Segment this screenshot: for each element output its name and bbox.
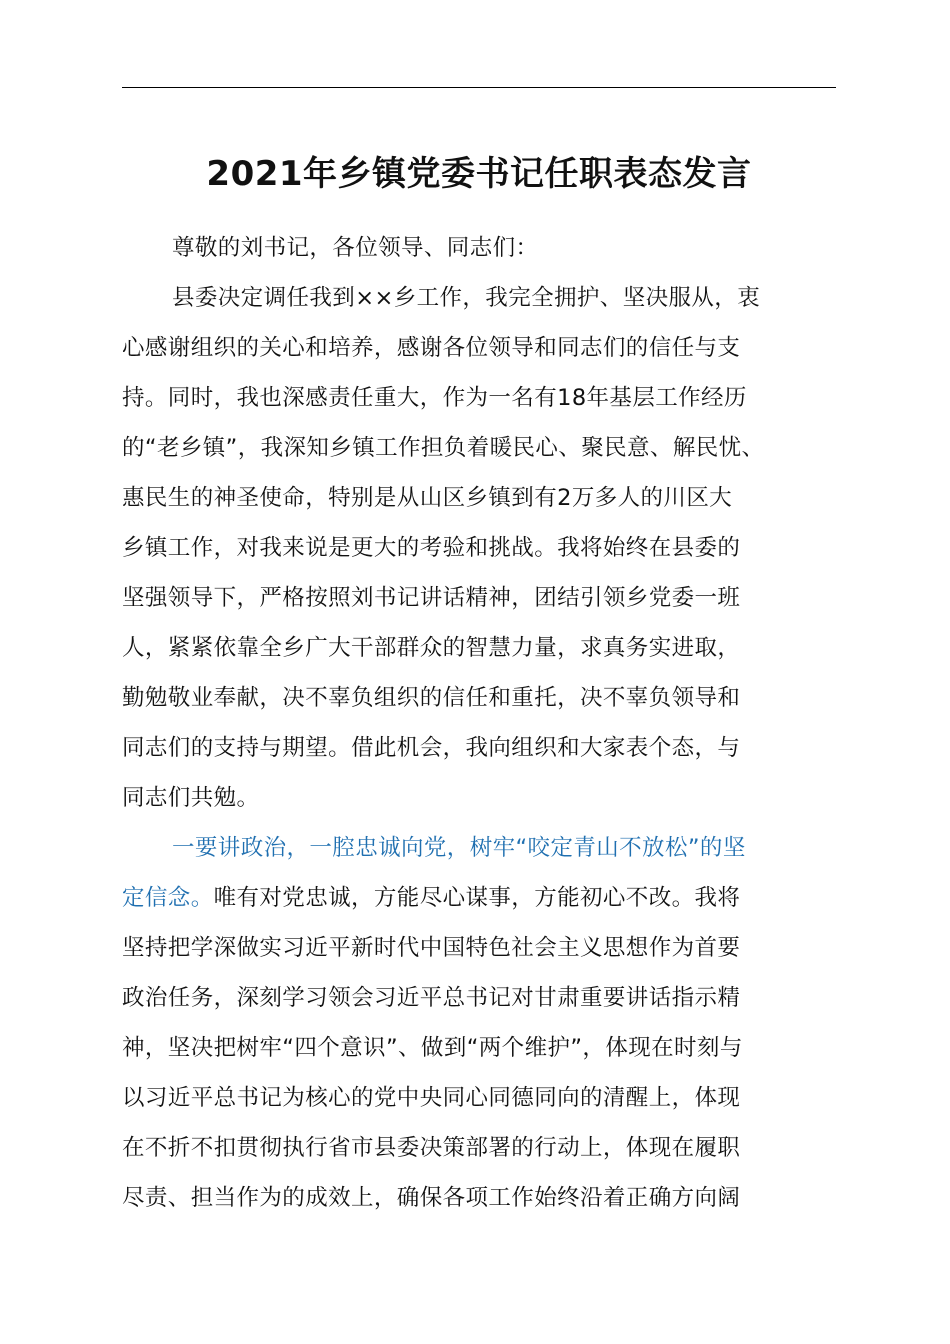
header-rule	[122, 87, 836, 88]
paragraph-line: 神，坚决把树牢“四个意识”、做到“两个维护”，体现在时刻与	[122, 1035, 743, 1061]
paragraph-line: 惠民生的神圣使命，特别是从山区乡镇到有2万多人的川区大	[122, 485, 733, 511]
paragraph-line: 坚强领导下，严格按照刘书记讲话精神，团结引领乡党委一班	[122, 585, 741, 611]
paragraph-line: 勤勉敬业奉献，决不辜负组织的信任和重托，决不辜负领导和	[122, 685, 741, 711]
paragraph-line: 持。同时，我也深感责任重大，作为一名有18年基层工作经历	[122, 385, 747, 411]
paragraph-line: 同志们共勉。	[122, 785, 260, 811]
section-heading-line: 一要讲政治，一腔忠诚向党，树牢“咬定青山不放松”的坚	[172, 835, 746, 861]
paragraph-line: 坚持把学深做实习近平新时代中国特色社会主义思想作为首要	[122, 935, 741, 961]
salutation: 尊敬的刘书记，各位领导、同志们：	[172, 235, 539, 261]
paragraph-text: 唯有对党忠诚，方能尽心谋事，方能初心不改。我将	[213, 885, 741, 911]
paragraph-line: 乡镇工作，对我来说是更大的考验和挑战。我将始终在县委的	[122, 535, 741, 561]
paragraph-line: 政治任务，深刻学习领会习近平总书记对甘肃重要讲话指示精	[122, 985, 741, 1011]
paragraph-line: 的“老乡镇”，我深知乡镇工作担负着暖民心、聚民意、解民忧、	[122, 435, 765, 461]
paragraph-line: 尽责、担当作为的成效上，确保各项工作始终沿着正确方向阔	[122, 1185, 741, 1211]
paragraph-line	[122, 882, 842, 914]
document-title: 2021年乡镇党委书记任职表态发言	[206, 154, 752, 194]
paragraph-line: 心感谢组织的关心和培养，感谢各位领导和同志们的信任与支	[122, 335, 741, 361]
section-heading-tail: 定信念。	[122, 885, 214, 911]
paragraph-line: 以习近平总书记为核心的党中央同心同德同向的清醒上，体现	[122, 1085, 741, 1111]
paragraph-line: 人，紧紧依靠全乡广大干部群众的智慧力量，求真务实进取，	[122, 635, 741, 661]
paragraph-line: 同志们的支持与期望。借此机会，我向组织和大家表个态，与	[122, 735, 741, 761]
paragraph-line: 在不折不扣贯彻执行省市县委决策部署的行动上，体现在履职	[122, 1135, 741, 1161]
paragraph-line: 县委决定调任我到××乡工作，我完全拥护、坚决服从，衷	[172, 285, 761, 311]
